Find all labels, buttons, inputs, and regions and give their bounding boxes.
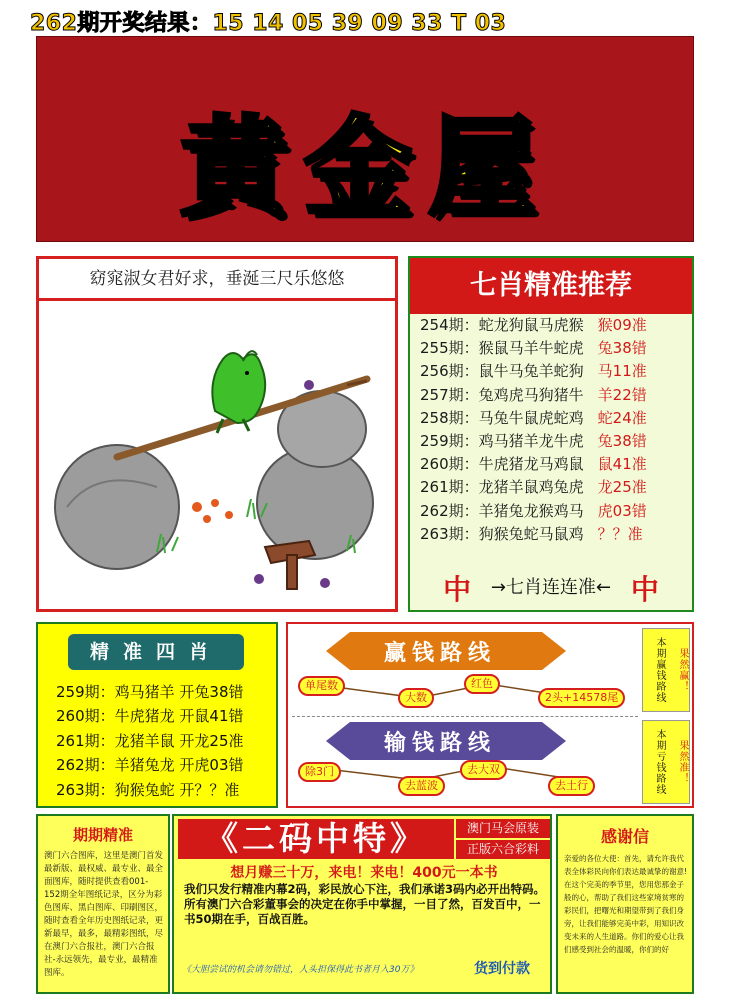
latest-result-line: 262期开奖结果：15 14 05 39 09 33 T 03: [30, 11, 507, 36]
signpost: [265, 541, 315, 589]
list-item: 260期： 牛虎猪龙马鸡鼠 鼠41准: [420, 455, 647, 474]
list-item: 254期： 蛇龙狗鼠马虎猴 猴09准: [420, 316, 647, 334]
left-boulder: [55, 445, 179, 569]
list-item: 261期：龙猪羊鼠 开龙25准: [56, 731, 244, 750]
lose-node-1: 除3门: [298, 762, 341, 782]
ad-headline: 想月赚三十万，来电！来电！400元一本书: [230, 865, 498, 881]
win-side-note: [642, 628, 690, 712]
divider: [292, 716, 638, 717]
thank-you-text: 亲爱的各位大使：首先，请允许我代表全体彩民向你们表达最诚挚的谢意!在这个完美的季节里，您用您那金子般的心，帮助了我们这些家境贫寒的彩民们，把曙光和期望带到了我们身旁，让我们能够完美中彩，用知识改变未来的人生道路。你们的爱心让我们感受到社会的温暖，你们的好: [564, 854, 688, 954]
four-zodiac-panel: [36, 622, 278, 808]
gallery-description: 澳门六合图库，这里是澳门首发最新版、最权威、最专业、最全面图库，随时提供查看001-152期全年图纸记录，区分为彩色图库、黑白图库、印刷图区，随时查看全年历史图纸记录，更新最早，最多，最精彩图纸，尽在澳门六合报社，澳门六合报社-永远领先，最专业，最精准图库。: [44, 851, 164, 978]
list-item: 257期： 兔鸡虎马狗猪牛 羊22错: [420, 385, 647, 404]
ad-title: 《二码中特》: [178, 819, 454, 859]
lose-note-main: 本期亏钱路线: [654, 729, 665, 795]
money-route-panel: [286, 622, 694, 808]
four-zodiac-title: 精准四肖: [68, 634, 244, 670]
list-item: 260期：牛虎猪龙 开鼠41错: [56, 707, 244, 726]
list-item: 262期：羊猪兔龙 开虎03错: [56, 756, 244, 775]
win-node-1: 单尾数: [298, 676, 345, 696]
lose-node-3: 去大双: [460, 760, 507, 780]
four-zodiac-list: [56, 680, 276, 802]
lose-route-title: 输钱路线: [384, 730, 497, 756]
list-item: 258期： 马兔牛鼠虎蛇鸡 蛇24准: [420, 408, 647, 427]
list-item: 259期： 鸡马猪羊龙牛虎 兔38错: [420, 431, 647, 450]
win-route-title: 赢钱路线: [384, 640, 497, 666]
banner-title: 黄金屋: [179, 105, 552, 231]
ad-body: 我们只发行精准内幕2码，彩民放心下注，我们承诺3码内必开出特码。所有澳门六合彩董事会的决定在你手中掌握，一目了然，百发百中，一书50期在手，百战百胜。: [184, 882, 545, 926]
zhong-mark-left: 中: [443, 573, 472, 606]
riddle-poem: 窈窕淑女君好求，垂涎三尺乐悠悠: [39, 259, 395, 301]
seven-zodiac-title: 七肖精准推荐: [410, 258, 692, 314]
list-item: 256期： 鼠牛马兔羊蛇狗 马11准: [420, 362, 647, 381]
accuracy-title: 期期精准: [72, 826, 133, 844]
thank-you-title: 感谢信: [600, 827, 649, 846]
list-item: 263期： 狗猴兔蛇马鼠鸡 ？？准: [420, 524, 643, 543]
lose-note-result: 果然准！: [677, 740, 688, 784]
seven-zodiac-panel: [408, 256, 694, 612]
seven-zodiac-footer: [410, 568, 692, 608]
footer-slogan: →七肖连连准←: [490, 577, 612, 598]
list-item: 255期： 猴鼠马羊牛蛇虎 兔38错: [420, 339, 647, 358]
mushroom-flowers: [192, 499, 233, 523]
win-note-main: 本期赢钱路线: [654, 637, 665, 703]
lose-node-2: 去蓝波: [398, 776, 445, 796]
win-node-2: 大数: [398, 688, 434, 708]
ad-footnote: 《大胆尝试的机会请勿错过，人头担保得此书者月入30万》: [182, 965, 419, 975]
ad-subtitle-2: 正版六合彩料: [456, 840, 550, 859]
title-banner: [36, 36, 694, 242]
thank-you-letter-panel: [556, 814, 694, 994]
win-node-3: 红色: [464, 674, 500, 694]
ad-subtitle-1: 澳门马会原装: [456, 819, 550, 838]
cash-on-delivery: 货到付款: [474, 961, 530, 977]
list-item: 261期： 龙猪羊鼠鸡兔虎 龙25准: [420, 478, 647, 497]
zhong-mark-right: 中: [630, 573, 659, 606]
picture-frame: [36, 256, 398, 612]
green-frog: [212, 351, 265, 433]
list-item: 259期：鸡马猪羊 开兔38错: [56, 683, 244, 701]
win-node-4: 2头+14578尾: [538, 688, 625, 708]
lose-node-4: 去土行: [548, 776, 595, 796]
two-code-ad-panel: [172, 814, 552, 994]
win-note-result: 果然赢！: [677, 648, 688, 692]
lose-side-note: [642, 720, 690, 804]
accuracy-panel: [36, 814, 170, 994]
list-item: 262期： 羊猪兔龙猴鸡马 虎03错: [420, 501, 647, 520]
frog-on-branch-illustration: [47, 307, 387, 605]
list-item: 263期：狗猴兔蛇 开？？准: [56, 780, 240, 799]
seven-zodiac-list: [420, 314, 690, 546]
